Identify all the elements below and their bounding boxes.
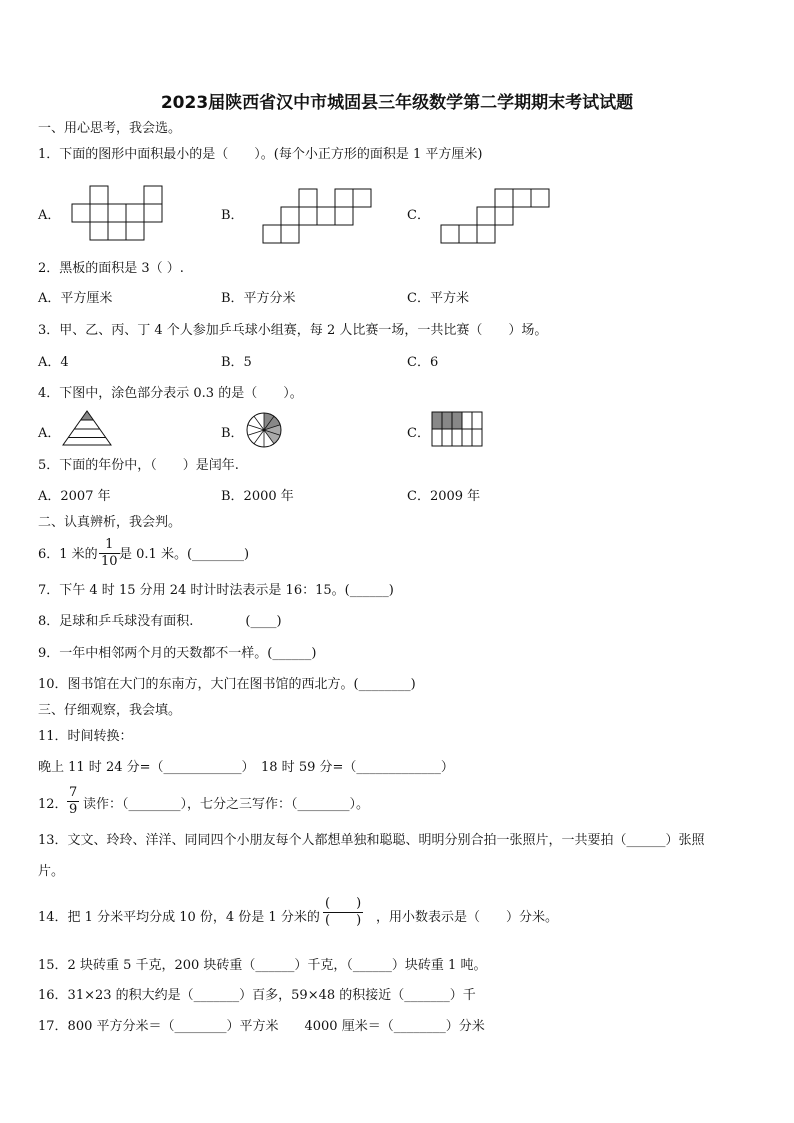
question-9: 9．一年中相邻两个月的天数都不一样。(______) (38, 646, 317, 661)
question-8: 8．足球和乒乓球没有面积. (____) (38, 614, 282, 629)
q2-option-b: B．平方分米 (221, 291, 296, 306)
question-6-prefix: 6．1 米的 (38, 547, 98, 562)
question-2-stem: 2．黑板的面积是 3（ ）. (38, 261, 184, 276)
question-6-suffix: 是 0.1 米。(________) (119, 547, 250, 562)
q1-option-b-label: B． (221, 208, 244, 223)
q6-fraction-denominator: 10 (101, 554, 118, 569)
question-11-stem: 11．时间转换： (38, 729, 133, 744)
q14-fraction-denominator: ( ) (325, 913, 362, 928)
q4-option-c-grid-figure (432, 412, 484, 448)
q4-option-a-triangle-figure (62, 410, 112, 446)
q3-option-c: C．6 (407, 355, 439, 370)
q14-fraction (323, 897, 363, 928)
q1-option-c-label: C． (407, 208, 430, 223)
question-1-stem: 1．下面的图形中面积最小的是（ ）。(每个小正方形的面积是 1 平方厘米) (38, 147, 483, 162)
q12-fraction-denominator: 9 (69, 802, 78, 817)
q5-option-b: B．2000 年 (221, 489, 294, 504)
question-14-prefix: 14．把 1 分米平均分成 10 份，4 份是 1 分米的 (38, 910, 320, 925)
question-17: 17．800 平方分米＝（________）平方米 4000 厘米＝（________）分米 (38, 1019, 485, 1034)
q12-fraction (67, 786, 79, 817)
q3-option-b: B．5 (221, 355, 252, 370)
section-heading-judge: 二、认真辨析，我会判。 (38, 515, 182, 530)
q1-option-a-grid-figure (72, 186, 164, 244)
q2-option-c: C．平方米 (407, 291, 469, 306)
question-14-suffix: ，用小数表示是（ ）分米。 (376, 910, 559, 925)
question-12-prefix: 12． (38, 797, 68, 812)
q5-option-a: A．2007 年 (38, 489, 111, 504)
question-13-line-1: 13．文文、玲玲、洋洋、同同四个小朋友每个人都想单独和聪聪、明明分别合拍一张照片，一共要拍（______）张照 (38, 833, 705, 848)
question-10: 10．图书馆在大门的东南方，大门在图书馆的西北方。(________) (38, 677, 416, 692)
q14-fraction-numerator: ( ) (325, 896, 362, 911)
question-16: 16．31×23 的积大约是（_______）百多，59×48 的积接近（_______）千 (38, 988, 476, 1003)
q4-option-c-label: C． (407, 426, 430, 441)
q4-option-b-label: B． (221, 426, 244, 441)
q12-fraction-numerator: 7 (69, 785, 78, 800)
question-4-stem: 4．下图中，涂色部分表示 0.3 的是（ ）。 (38, 386, 303, 401)
question-7: 7．下午 4 时 15 分用 24 时计时法表示是 16：15。(______) (38, 583, 394, 598)
section-heading-fill: 三、仔细观察，我会填。 (38, 703, 182, 718)
question-12-suffix: 读作：（________），七分之三写作：（________）。 (83, 797, 370, 812)
question-13-line-2: 片。 (38, 864, 65, 879)
question-5-stem: 5．下面的年份中，（ ）是闰年. (38, 458, 239, 473)
q1-option-a-label: A． (38, 208, 61, 223)
page-title: 2023届陕西省汉中市城固县三年级数学第二学期期末考试试题 (160, 93, 634, 113)
q2-option-a: A．平方厘米 (38, 291, 113, 306)
q1-option-c-grid-figure (441, 189, 551, 247)
q4-option-b-circle-figure (246, 412, 282, 448)
question-15: 15．2 块砖重 5 千克，200 块砖重（______）千克，（______）块砖重 1 吨。 (38, 958, 487, 973)
q6-fraction (99, 538, 120, 569)
q1-option-b-grid-figure (263, 189, 373, 247)
question-3-stem: 3．甲、乙、丙、丁 4 个人参加乒乓球小组赛，每 2 人比赛一场，一共比赛（ ）场。 (38, 323, 548, 338)
section-heading-choice: 一、用心思考，我会选。 (38, 121, 182, 136)
question-11-line: 晚上 11 时 24 分=（____________） 18 时 59 分=（_____________） (38, 760, 454, 775)
q5-option-c: C．2009 年 (407, 489, 481, 504)
q3-option-a: A．4 (38, 355, 69, 370)
q4-option-a-label: A． (38, 426, 61, 441)
q6-fraction-numerator: 1 (105, 537, 114, 552)
